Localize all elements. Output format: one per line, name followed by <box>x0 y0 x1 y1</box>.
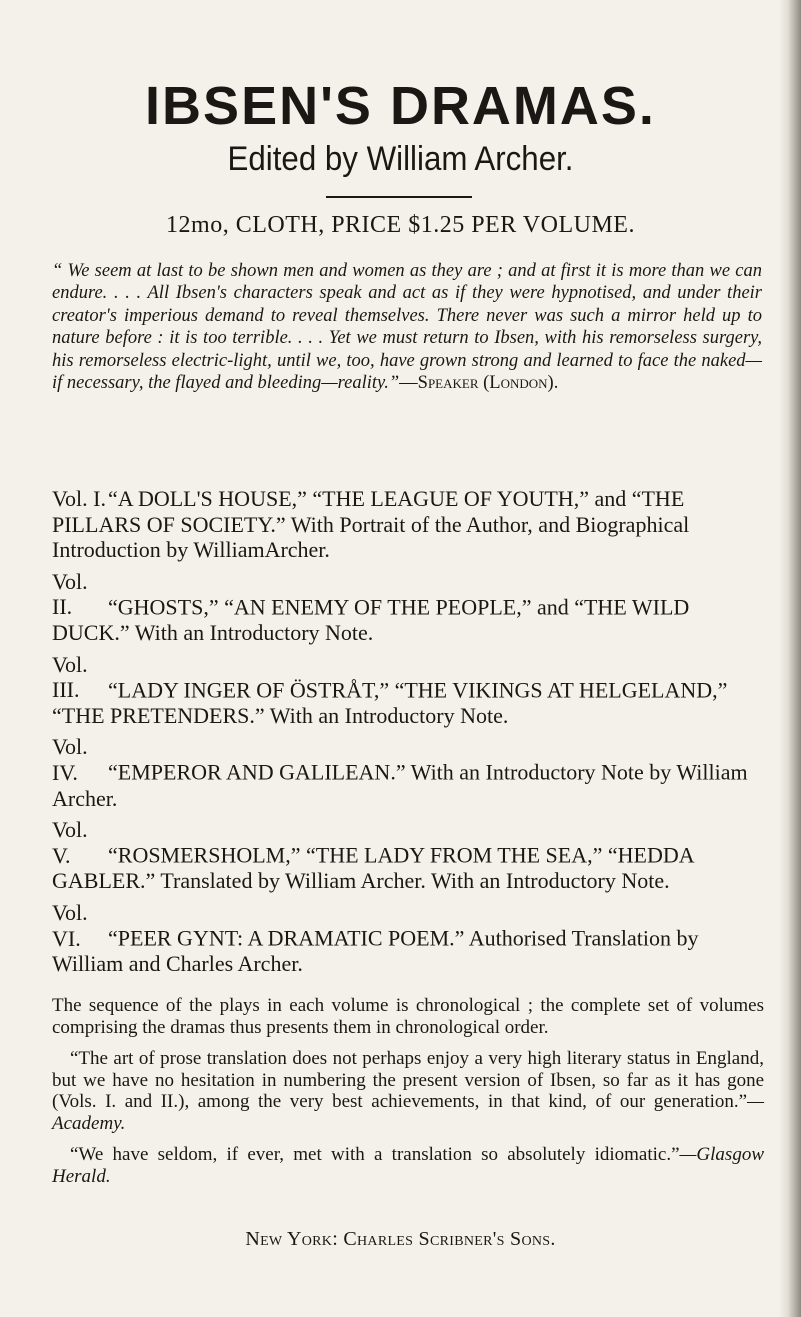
publisher-imprint: New York: Charles Scribner's Sons. <box>245 1228 556 1250</box>
page-title: IBSEN'S DRAMAS. <box>145 76 656 136</box>
academy-source: —Academy. <box>52 1091 764 1134</box>
academy-quote: “The art of prose translation does not perhaps enjoy a very high literary status in England, but we have no hesitation in numbering the present version of Ibsen, so far as it has gone (Vols. I. and II.), among the very best achievements, in that kind, of our generation.” <box>52 1048 764 1112</box>
volume-entry <box>52 817 764 894</box>
volume-entry <box>52 900 764 977</box>
volume-number: Vol. I. <box>52 486 106 511</box>
volume-entry <box>52 569 764 646</box>
divider-rule <box>326 196 472 198</box>
volume-number: Vol. V. <box>52 817 88 868</box>
price-line: 12mo, CLOTH, PRICE $1.25 PER VOLUME. <box>166 212 635 238</box>
volume-entry <box>52 652 764 729</box>
volume-contents: “GHOSTS,” “AN ENEMY OF THE PEOPLE,” and “THE WILD DUCK.” With an Introductory Note. <box>52 594 690 645</box>
volume-contents: “EMPEROR AND GALILEAN.” With an Introductory Note by William Archer. <box>52 759 748 811</box>
page-edge-shadow <box>779 0 801 1317</box>
sequence-note: The sequence of the plays in each volume is chronological ; the complete set of volumes comprising the dramas thus presents them in chronological order. <box>52 995 764 1038</box>
review-quote-text: “ We seem at last to be shown men and women as they are ; and at first it is more than we can endure. . . . All Ibsen's characters speak and act as if they were hypnotised, and under their creator's imperious demand to reveal themselves. There never was such a mirror held up to nature before : it is too terrible. . . . Yet we must return to Ibsen, with his remorseless surgery, his remorseless electric-light, until we, too, have grown strong and learned to face the naked—if necessary, the flayed and bleeding—reality.” <box>52 261 762 394</box>
glasgow-quote: “We have seldom, if ever, met with a translation so absolutely idiomatic.” <box>70 1144 680 1165</box>
review-quote <box>52 260 762 394</box>
notes-section <box>52 995 764 1197</box>
volume-entry <box>52 734 764 811</box>
volume-contents: “ROSMERSHOLM,” “THE LADY FROM THE SEA,” “HEDDA GABLER.” Translated by William Archer. With an Introductory Note. <box>52 842 694 894</box>
review-quote-source: —Speaker (London). <box>399 373 559 394</box>
volume-contents: “A DOLL'S HOUSE,” “THE LEAGUE OF YOUTH,” and “THE PILLARS OF SOCIETY.” With Portrait of the Author, and Biographical Introduction by WilliamArcher. <box>52 486 690 563</box>
volume-number: Vol. II. <box>52 568 88 620</box>
volume-number: Vol. III. <box>52 651 88 703</box>
editor-line: Edited by William Archer. <box>227 140 574 178</box>
volume-number: Vol. VI. <box>52 899 88 951</box>
volume-number: Vol. IV. <box>52 734 88 785</box>
volume-contents: “PEER GYNT: A DRAMATIC POEM.” Authorised Translation by William and Charles Archer. <box>52 925 699 977</box>
volume-entry <box>52 486 764 563</box>
glasgow-source: —Glasgow Herald. <box>52 1144 764 1187</box>
academy-review <box>52 1048 764 1134</box>
volume-list <box>52 486 764 983</box>
glasgow-review <box>52 1144 764 1187</box>
volume-contents: “LADY INGER OF ÖSTRÅT,” “THE VIKINGS AT HELGELAND,” “THE PRETENDERS.” With an Introductory Note. <box>52 677 728 728</box>
